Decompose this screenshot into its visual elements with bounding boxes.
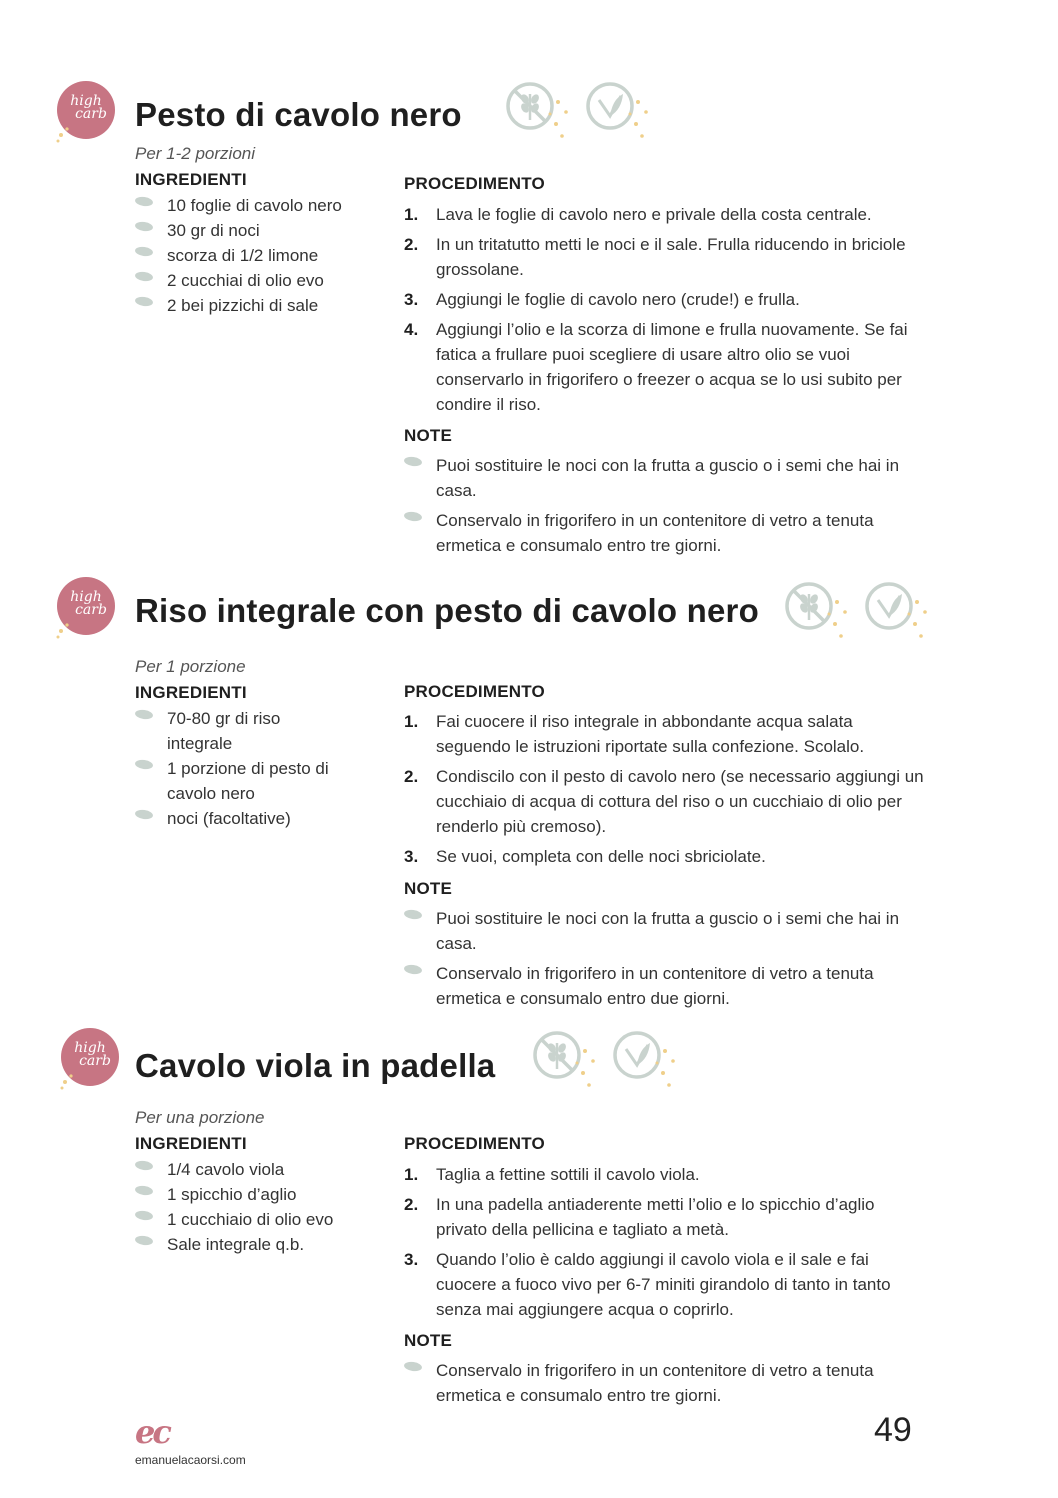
portion-label: Per 1-2 porzioni (135, 144, 256, 163)
list-item: 10 foglie di cavolo nero (135, 193, 365, 218)
list-item: 2 bei pizzichi di sale (135, 293, 365, 318)
vegan-leaf-icon (613, 1031, 683, 1093)
step-item: 1. Fai cuocere il riso integrale in abbondante acqua salata seguendo le istruzioni riportate sulla confezione. Scolalo. (404, 712, 865, 756)
list-item: scorza di 1/2 limone (135, 243, 365, 268)
bullet-icon (134, 759, 153, 770)
bullet-icon (134, 1210, 153, 1221)
procedure-heading: PROCEDIMENTO (404, 1134, 545, 1153)
recipe-title: Pesto di cavolo nero (135, 96, 462, 133)
bullet-icon (134, 1185, 153, 1196)
list-item: 2 cucchiai di olio evo (135, 268, 365, 293)
bullet-icon (134, 246, 153, 257)
recipe-title: Riso integrale con pesto di cavolo nero (135, 592, 759, 629)
bullet-icon (134, 1160, 153, 1171)
gluten-free-icon (785, 582, 855, 644)
note-item: Puoi sostituire le noci con la frutta a guscio o i semi che hai in casa. (404, 906, 924, 956)
gluten-free-icon (533, 1031, 603, 1093)
bullet-icon (403, 909, 422, 920)
step-item: 1. Taglia a fettine sottili il cavolo viola. (404, 1165, 700, 1184)
high-carb-badge: high carb (57, 577, 115, 635)
notes-heading: NOTE (404, 426, 453, 445)
portion-label: Per 1 porzione (135, 657, 246, 676)
bullet-icon (403, 511, 422, 522)
ingredients-list (135, 193, 365, 318)
diet-icons (506, 82, 666, 144)
procedure-steps (404, 709, 924, 874)
brand-logo: ec (135, 1413, 169, 1451)
bullet-icon (134, 809, 153, 820)
list-item: Sale integrale q.b. (135, 1232, 365, 1257)
bullet-icon (134, 221, 153, 232)
notes-list (404, 453, 924, 563)
list-item: 1 cucchiaio di olio evo (135, 1207, 365, 1232)
ingredients-heading: INGREDIENTI (135, 1134, 247, 1153)
bullet-icon (403, 456, 422, 467)
list-item: 1 spicchio d’aglio (135, 1182, 365, 1207)
notes-heading: NOTE (404, 1331, 453, 1350)
notes-list (404, 1358, 924, 1413)
ingredients-heading: INGREDIENTI (135, 170, 247, 189)
list-item: 1 porzione di pesto di cavolo nero (135, 756, 350, 806)
bullet-icon (403, 1361, 422, 1372)
dots-decoration (55, 621, 73, 639)
vegan-leaf-icon (586, 82, 656, 144)
portion-label: Per una porzione (135, 1108, 265, 1127)
dots-decoration (59, 1072, 77, 1090)
step-item: 2. In un tritatutto metti le noci e il sale. Frulla riducendo in briciole grossolane. (404, 235, 906, 279)
step-item: 3. Se vuoi, completa con delle noci sbriciolate. (404, 847, 766, 866)
footer-website: emanuelacaorsi.com (135, 1453, 246, 1467)
bullet-icon (134, 296, 153, 307)
bullet-icon (403, 964, 422, 975)
step-item: 3. Quando l’olio è caldo aggiungi il cavolo viola e il sale e fai cuocere a fuoco vivo per 6-7 miniti girandolo di tanto in tanto senza mai aggiungere acqua o coprirlo. (404, 1250, 891, 1319)
step-item: 4. Aggiungi l’olio e la scorza di limone e frulla nuovamente. Se fai fatica a frullare puoi scegliere di usare altro olio se vuoi conservarlo in frigorifero o freezer o acqua se lo usi subito per condire il riso. (404, 320, 908, 414)
notes-heading: NOTE (404, 879, 453, 898)
procedure-heading: PROCEDIMENTO (404, 682, 545, 701)
note-item: Conservalo in frigorifero in un contenitore di vetro a tenuta ermetica e consumalo entro tre giorni. (404, 508, 924, 558)
note-item: Conservalo in frigorifero in un contenitore di vetro a tenuta ermetica e consumalo entro due giorni. (404, 961, 924, 1011)
list-item: 70-80 gr di riso integrale (135, 706, 350, 756)
page-number: 49 (874, 1411, 912, 1449)
list-item: noci (facoltative) (135, 806, 350, 831)
high-carb-badge: high carb (61, 1028, 119, 1086)
ingredients-heading: INGREDIENTI (135, 683, 247, 702)
step-item: 3. Aggiungi le foglie di cavolo nero (crude!) e frulla. (404, 290, 800, 309)
diet-icons (785, 582, 945, 644)
vegan-leaf-icon (865, 582, 935, 644)
procedure-heading: PROCEDIMENTO (404, 174, 545, 193)
bullet-icon (134, 196, 153, 207)
list-item: 1/4 cavolo viola (135, 1157, 365, 1182)
step-item: 2. Condiscilo con il pesto di cavolo nero (se necessario aggiungi un cucchiaio di acqua di cottura del riso o un cucchiaio di olio per renderlo più cremoso). (404, 767, 924, 836)
step-item: 1. Lava le foglie di cavolo nero e privale della costa centrale. (404, 205, 872, 224)
step-item: 2. In una padella antiaderente metti l’olio e lo spicchio d’aglio privato della pellicina e tagliato a metà. (404, 1195, 875, 1239)
list-item: 30 gr di noci (135, 218, 365, 243)
gluten-free-icon (506, 82, 576, 144)
note-item: Puoi sostituire le noci con la frutta a guscio o i semi che hai in casa. (404, 453, 924, 503)
bullet-icon (134, 271, 153, 282)
recipe-title: Cavolo viola in padella (135, 1047, 496, 1084)
ingredients-list (135, 706, 350, 831)
note-item: Conservalo in frigorifero in un contenitore di vetro a tenuta ermetica e consumalo entro tre giorni. (404, 1358, 924, 1408)
procedure-steps (404, 1162, 924, 1327)
bullet-icon (134, 1235, 153, 1246)
procedure-steps (404, 202, 924, 422)
ingredients-list (135, 1157, 365, 1257)
notes-list (404, 906, 924, 1016)
bullet-icon (134, 709, 153, 720)
dots-decoration (55, 125, 73, 143)
diet-icons (533, 1031, 693, 1093)
high-carb-badge: high carb (57, 81, 115, 139)
